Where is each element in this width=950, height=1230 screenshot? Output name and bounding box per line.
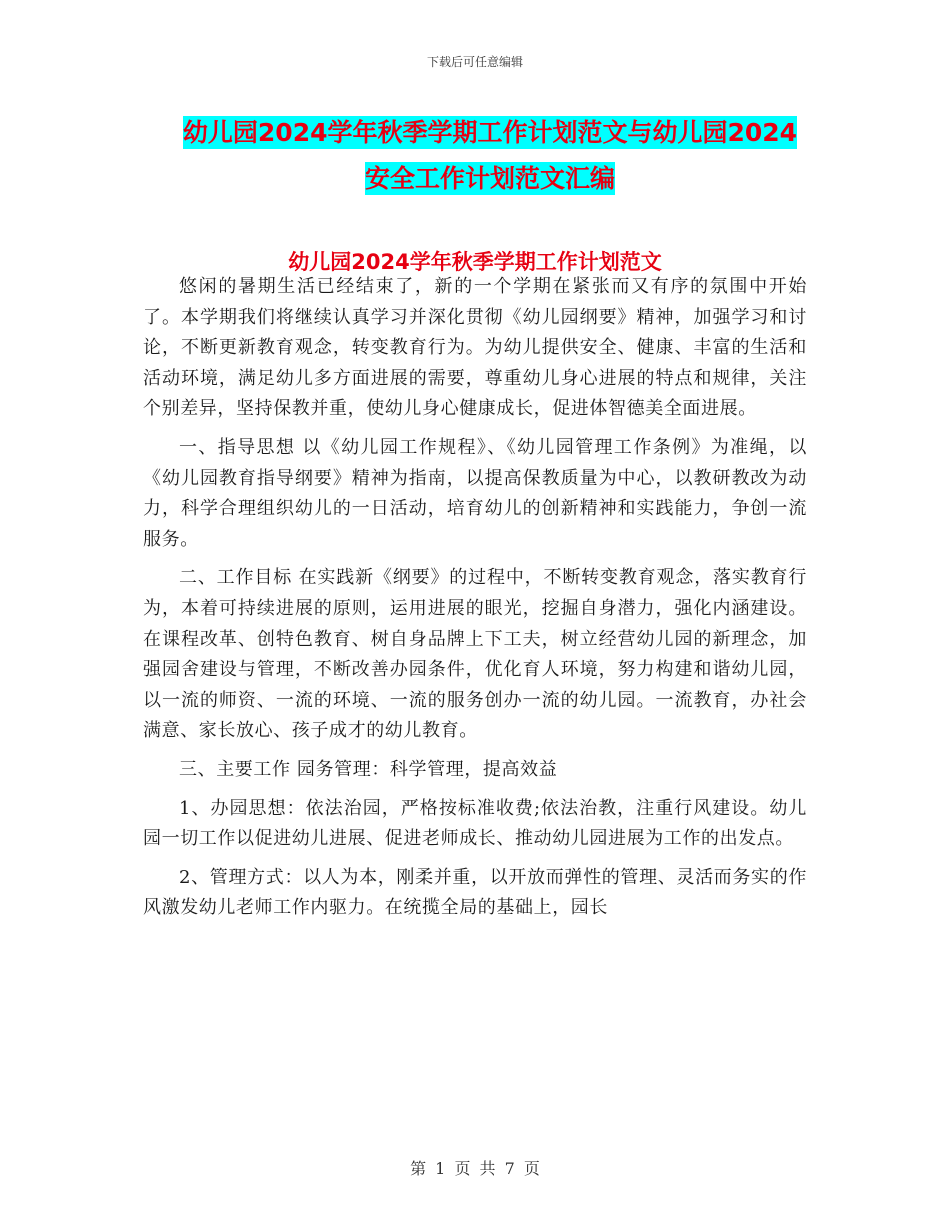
section-title: 幼儿园2024学年秋季学期工作计划范文	[288, 250, 662, 274]
paragraph-school-philosophy: 1、办园思想：依法治园，严格按标准收费;依法治教，注重行风建设。幼儿园一切工作以促进幼儿进展、促进老师成长、推动幼儿园进展为工作的出发点。	[143, 797, 807, 850]
paragraph-intro: 悠闲的暑期生活已经结束了，新的一个学期在紧张而又有序的氛围中开始了。本学期我们将继续认真学习并深化贯彻《幼儿园纲要》精神，加强学习和讨论，不断更新教育观念，转变教育行为。为幼儿提供安全、健康、丰富的生活和活动环境，满足幼儿多方面进展的需要，尊重幼儿身心进展的特点和规律，关注个别差异，坚持保教并重，使幼儿身心健康成长，促进体智德美全面进展。	[143, 276, 807, 420]
document-body	[143, 272, 807, 924]
paragraph-guiding-idea: 一、指导思想 以《幼儿园工作规程》、《幼儿园管理工作条例》为准绳，以《幼儿园教育指导纲要》精神为指南，以提高保教质量为中心，以教研教改为动力，科学合理组织幼儿的一日活动，培育幼儿的创新精神和实践能力，争创一流服务。	[143, 436, 807, 550]
paragraph-main-work: 三、主要工作 园务管理：科学管理，提高效益	[179, 758, 558, 780]
page-header-note: 下载后可任意编辑	[426, 55, 523, 69]
paragraph-work-goals: 二、工作目标 在实践新《纲要》的过程中，不断转变教育观念，落实教育行为，本着可持续进展的原则，运用进展的眼光，挖掘自身潜力，强化内涵建设。在课程改革、创特色教育、树自身品牌上下工夫，树立经营幼儿园的新理念，加强园舍建设与管理，不断改善办园条件，优化育人环境，努力构建和谐幼儿园，以一流的师资、一流的环境、一流的服务创办一流的幼儿园。一流教育，办社会满意、家长放心、孩子成才的幼儿教育。	[143, 567, 807, 742]
document-title	[140, 110, 840, 202]
document-title-line-2: 安全工作计划范文汇编	[364, 164, 615, 193]
document-title-line-1: 幼儿园2024学年秋季学期工作计划范文与幼儿园2024	[182, 118, 798, 147]
page-number-footer: 第 1 页 共 7 页	[410, 1159, 540, 1178]
paragraph-management-style: 2、管理方式：以人为本，刚柔并重，以开放而弹性的管理、灵活而务实的作风激发幼儿老师工作内驱力。在统揽全局的基础上，园长	[143, 866, 807, 919]
